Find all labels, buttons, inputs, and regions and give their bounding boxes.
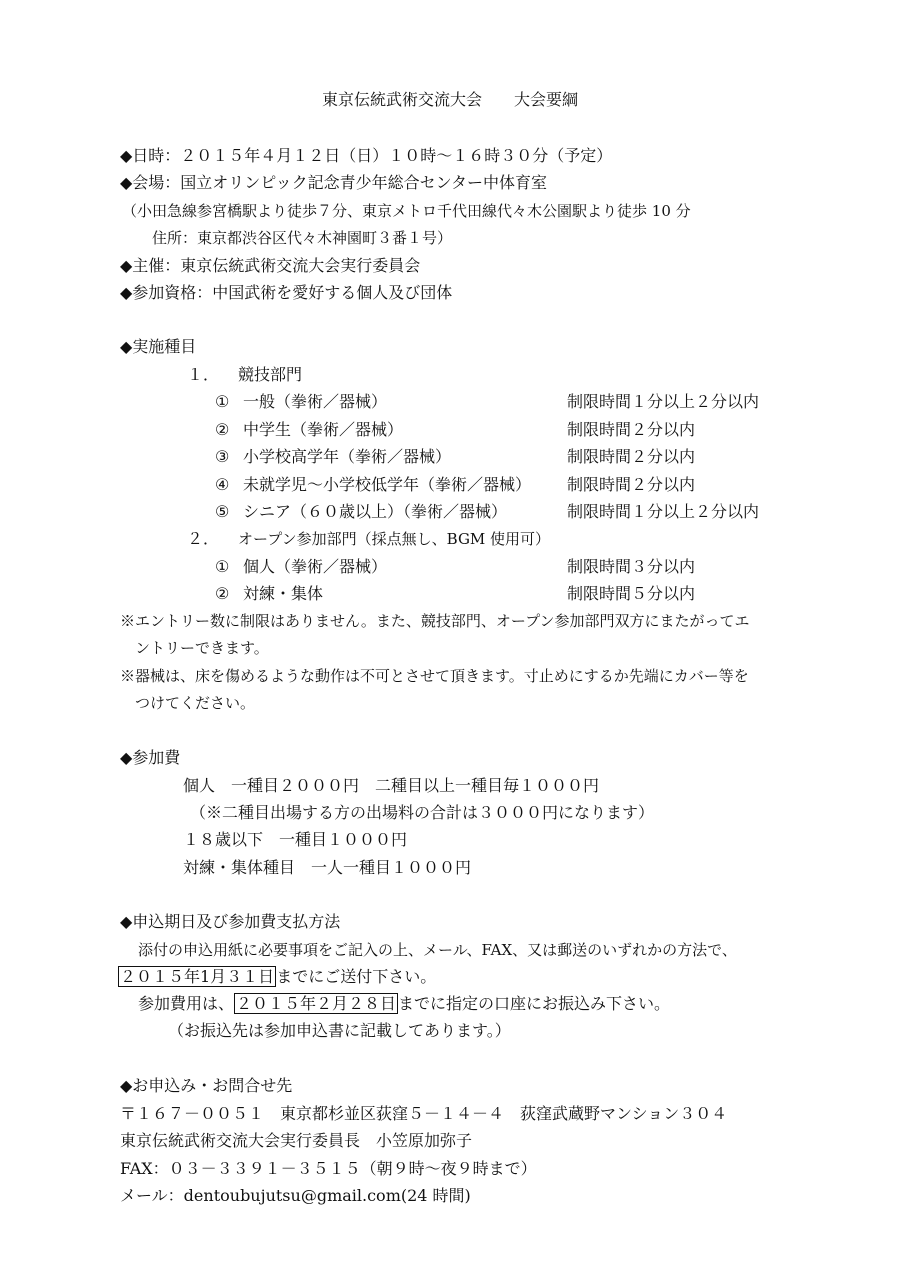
list-item-name: 対練・集体 (243, 584, 324, 603)
deadline-date: ２０１５年1月３１日 (120, 967, 275, 986)
application-heading: ◆申込期日及び参加費支払方法 (120, 912, 341, 931)
payment-line (138, 994, 670, 1014)
open-number: ２． (187, 529, 220, 548)
list-item-mark: ⑤ (215, 502, 230, 521)
fee-note: （※二種目出場する方の出場料の合計は３０００円になります） (190, 803, 655, 822)
list-item-limit: 制限時間２分以内 (567, 420, 696, 439)
list-item-name: シニア（６０歳以上）（拳術／器械） (243, 502, 508, 521)
application-instructions: 添付の申込用紙に必要事項をご記入の上、メール、FAX、又は郵送のいずれかの方法で、 (138, 941, 737, 959)
payment-date: ２０１５年２月２８日 (236, 994, 397, 1013)
payment-suffix: までに指定の口座にお振込み下さい。 (398, 994, 671, 1013)
access-line: （小田急線参宮橋駅より徒歩７分、東京メトロ千代田線代々木公園駅より徒歩 10 分 (122, 202, 691, 220)
fee-group: 対練・集体種目 一人一種目１０００円 (183, 858, 472, 877)
list-item-name: 中学生（拳術／器械） (243, 420, 404, 439)
list-item-limit: 制限時間３分以内 (567, 557, 696, 576)
list-item-name: 一般（拳術／器械） (243, 392, 388, 411)
list-item-limit: 制限時間１分以上２分以内 (567, 392, 760, 411)
contact-address: 〒１６７－００５１ 東京都杉並区荻窪５－１４－４ 荻窪武蔵野マンション３０４ (120, 1104, 728, 1123)
open-title: オープン参加部門（採点無し、BGM 使用可） (238, 530, 551, 548)
events-heading: ◆実施種目 (120, 337, 197, 356)
venue-line: ◆会場：国立オリンピック記念青少年総合センター中体育室 (120, 173, 548, 192)
contact-heading: ◆お申込み・お問合せ先 (120, 1076, 293, 1095)
deadline-suffix: までにご送付下さい。 (276, 967, 437, 986)
fee-under18: １８歳以下 一種目１０００円 (183, 830, 408, 849)
list-item-mark: ③ (215, 447, 230, 466)
list-item-limit: 制限時間５分以内 (567, 584, 696, 603)
deadline-line (118, 967, 436, 987)
equipment-note-continued: つけてください。 (135, 694, 256, 712)
competition-title: 競技部門 (238, 365, 303, 384)
list-item-limit: 制限時間１分以上２分以内 (567, 502, 760, 521)
eligibility-line: ◆参加資格：中国武術を愛好する個人及び団体 (120, 283, 453, 302)
fees-heading: ◆参加費 (120, 748, 181, 767)
list-item-name: 小学校高学年（拳術／器械） (243, 447, 452, 466)
list-item-mark: ② (215, 420, 230, 439)
address-line: 住所：東京都渋谷区代々木神園町３番１号） (152, 229, 453, 247)
contact-name: 東京伝統武術交流大会実行委員長 小笠原加弥子 (120, 1131, 473, 1150)
contact-email: メール：dentoubujutsu@gmail.com(24 時間) (120, 1186, 471, 1205)
entry-note: ※エントリー数に制限はありません。また、競技部門、オープン参加部門双方にまたがってエ (120, 612, 750, 630)
list-item-mark: ① (215, 557, 230, 576)
fee-individual: 個人 一種目２０００円 二種目以上一種目毎１０００円 (183, 776, 600, 795)
datetime-line: ◆日時：２０１５年４月１２日（日）１０時～１６時３０分（予定） (120, 146, 613, 165)
list-item-limit: 制限時間２分以内 (567, 447, 696, 466)
list-item-name: 個人（拳術／器械） (243, 557, 388, 576)
list-item-name: 未就学児～小学校低学年（拳術／器械） (243, 475, 532, 494)
document-title: 東京伝統武術交流大会 大会要綱 (322, 90, 579, 109)
transfer-note: （お振込先は参加申込書に記載してあります。） (168, 1021, 511, 1040)
competition-number: １． (187, 365, 220, 384)
payment-prefix: 参加費用は、 (138, 994, 235, 1013)
list-item-mark: ② (215, 584, 230, 603)
list-item-mark: ④ (215, 475, 230, 494)
equipment-note: ※器械は、床を傷めるような動作は不可とさせて頂きます。寸止めにするか先端にカバー等を (120, 667, 749, 685)
contact-fax: FAX：０３－３３９１－３５１５（朝９時～夜９時まで） (120, 1159, 537, 1178)
organizer-line: ◆主催：東京伝統武術交流大会実行委員会 (120, 256, 421, 275)
list-item-mark: ① (215, 392, 230, 411)
entry-note-continued: ントリーできます。 (135, 639, 269, 657)
list-item-limit: 制限時間２分以内 (567, 475, 696, 494)
